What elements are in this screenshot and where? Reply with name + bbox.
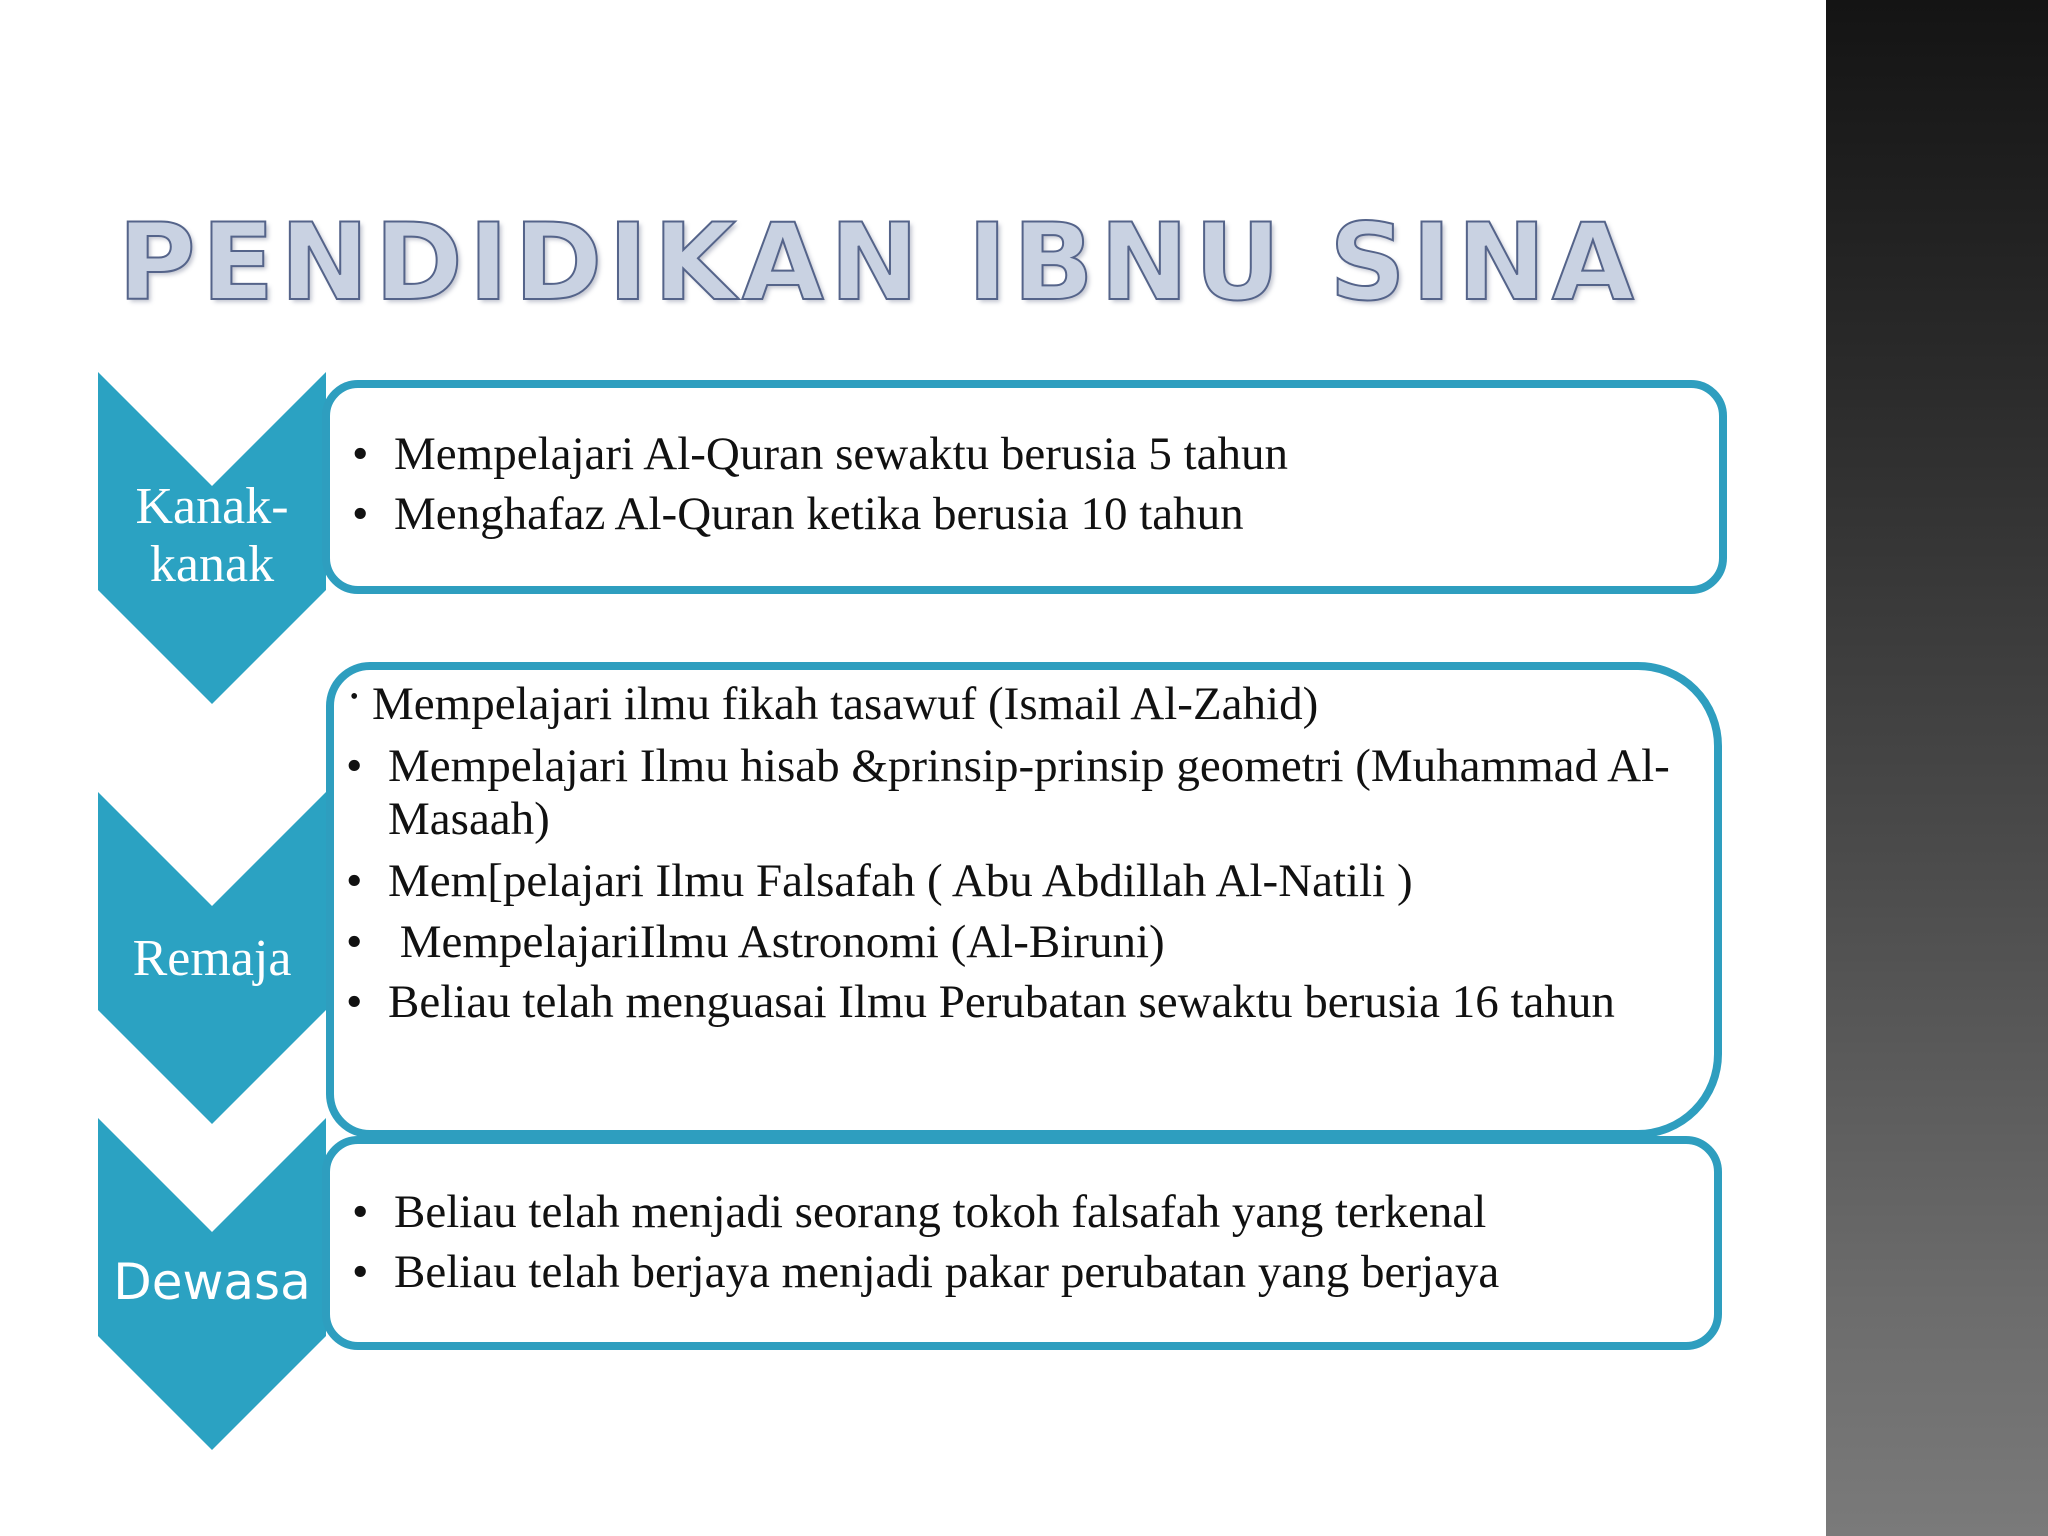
list-item: • Beliau telah berjaya menjadi pakar perubatan yang berjaya xyxy=(352,1242,1702,1302)
stage-label-dewasa-text: Dewasa xyxy=(113,1253,311,1311)
list-item: • MempelajariIlmu Astronomi (Al-Biruni) xyxy=(346,912,1676,972)
stage-label-kanak xyxy=(98,478,326,594)
stage-label-dewasa xyxy=(98,1254,326,1310)
list-item: • Mempelajari Ilmu hisab &prinsip-prinsip geometri (Muhammad Al-Masaah) xyxy=(346,740,1676,845)
list-item: • Mem[pelajari Ilmu Falsafah ( Abu Abdillah Al-Natili ) xyxy=(346,851,1676,911)
stage-list-kanak xyxy=(352,424,1702,544)
slide-title: PENDIDIKAN IBNU SINA xyxy=(118,201,1640,324)
list-item: • Mempelajari ilmu fikah tasawuf (Ismail Al-Zahid) xyxy=(346,674,1676,734)
stage-list-dewasa xyxy=(352,1182,1702,1302)
list-item: • Beliau telah menguasai Ilmu Perubatan sewaktu berusia 16 tahun xyxy=(346,976,1676,1029)
list-item: • Beliau telah menjadi seorang tokoh falsafah yang terkenal xyxy=(352,1182,1702,1242)
stage-label-kanak-text: Kanak- kanak xyxy=(135,478,289,594)
stage-label-remaja xyxy=(98,930,326,988)
list-item: • Mempelajari Al-Quran sewaktu berusia 5 tahun xyxy=(352,424,1702,484)
stage-label-remaja-text: Remaja xyxy=(132,930,292,987)
stage-list-remaja xyxy=(346,674,1676,1028)
list-item: • Menghafaz Al-Quran ketika berusia 10 tahun xyxy=(352,484,1702,544)
